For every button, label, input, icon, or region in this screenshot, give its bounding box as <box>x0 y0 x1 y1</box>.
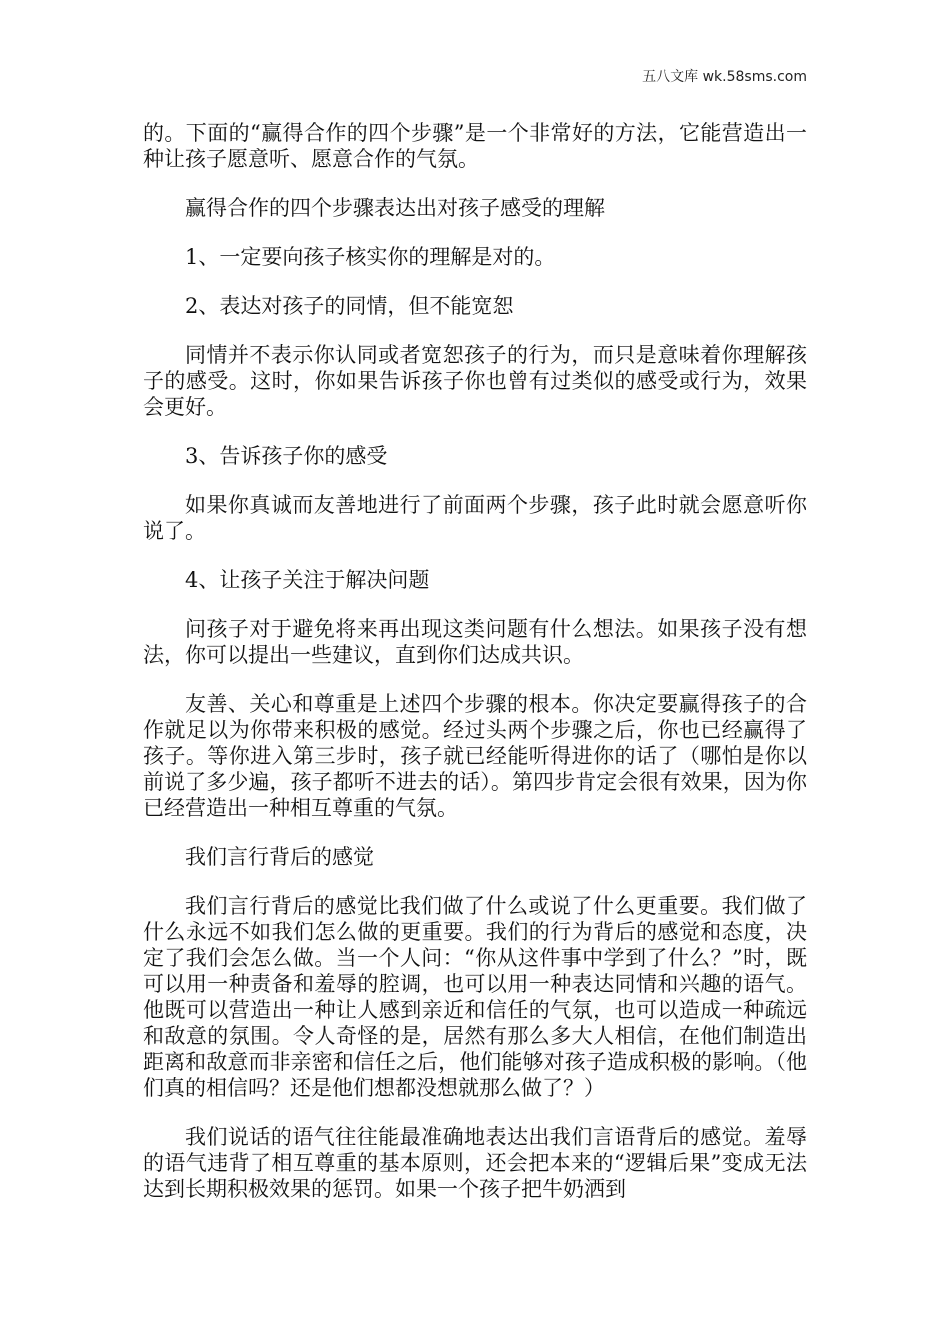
document-body <box>143 120 807 1225</box>
paragraph: 如果你真诚而友善地进行了前面两个步骤，孩子此时就会愿意听你说了。 <box>143 493 807 543</box>
list-item: 2、表达对孩子的同情，但不能宽恕 <box>185 294 514 318</box>
section-heading: 我们言行背后的感觉 <box>185 845 374 869</box>
site-header: 五八文库 wk.58sms.com <box>642 69 807 85</box>
paragraph: 同情并不表示你认同或者宽恕孩子的行为，而只是意味着你理解孩子的感受。这时，你如果告诉孩子你也曾有过类似的感受或行为，效果会更好。 <box>143 343 807 419</box>
paragraph: 我们说话的语气往往能最准确地表达出我们言语背后的感觉。羞辱的语气违背了相互尊重的基本原则，还会把本来的“逻辑后果”变成无法达到长期积极效果的惩罚。如果一个孩子把牛奶洒到 <box>143 1125 807 1201</box>
list-item: 1、一定要向孩子核实你的理解是对的。 <box>185 245 556 269</box>
paragraph: 友善、关心和尊重是上述四个步骤的根本。你决定要赢得孩子的合作就足以为你带来积极的感觉。经过头两个步骤之后，你也已经赢得了孩子。等你进入第三步时，孩子就已经能听得进你的话了（哪怕是你以前说了多少遍，孩子都听不进去的话）。第四步肯定会很有效果，因为你已经营造出一种相互尊重的气氛。 <box>143 692 807 820</box>
list-item: 4、让孩子关注于解决问题 <box>185 568 430 592</box>
paragraph: 我们言行背后的感觉比我们做了什么或说了什么更重要。我们做了什么永远不如我们怎么做的更重要。我们的行为背后的感觉和态度，决定了我们会怎么做。当一个人问：“你从这件事中学到了什么？”时，既可以用一种责备和羞辱的腔调，也可以用一种表达同情和兴趣的语气。他既可以营造出一种让人感到亲近和信任的气氛，也可以造成一种疏远和敌意的氛围。令人奇怪的是，居然有那么多大人相信，在他们制造出距离和敌意而非亲密和信任之后，他们能够对孩子造成积极的影响。（他们真的相信吗？还是他们想都没想就那么做了？） <box>143 894 807 1100</box>
paragraph: 的。下面的“赢得合作的四个步骤”是一个非常好的方法，它能营造出一种让孩子愿意听、愿意合作的气氛。 <box>143 121 807 171</box>
list-item: 3、告诉孩子你的感受 <box>185 444 388 468</box>
section-heading: 赢得合作的四个步骤表达出对孩子感受的理解 <box>185 196 605 220</box>
paragraph: 问孩子对于避免将来再出现这类问题有什么想法。如果孩子没有想法，你可以提出一些建议，直到你们达成共识。 <box>143 617 807 667</box>
